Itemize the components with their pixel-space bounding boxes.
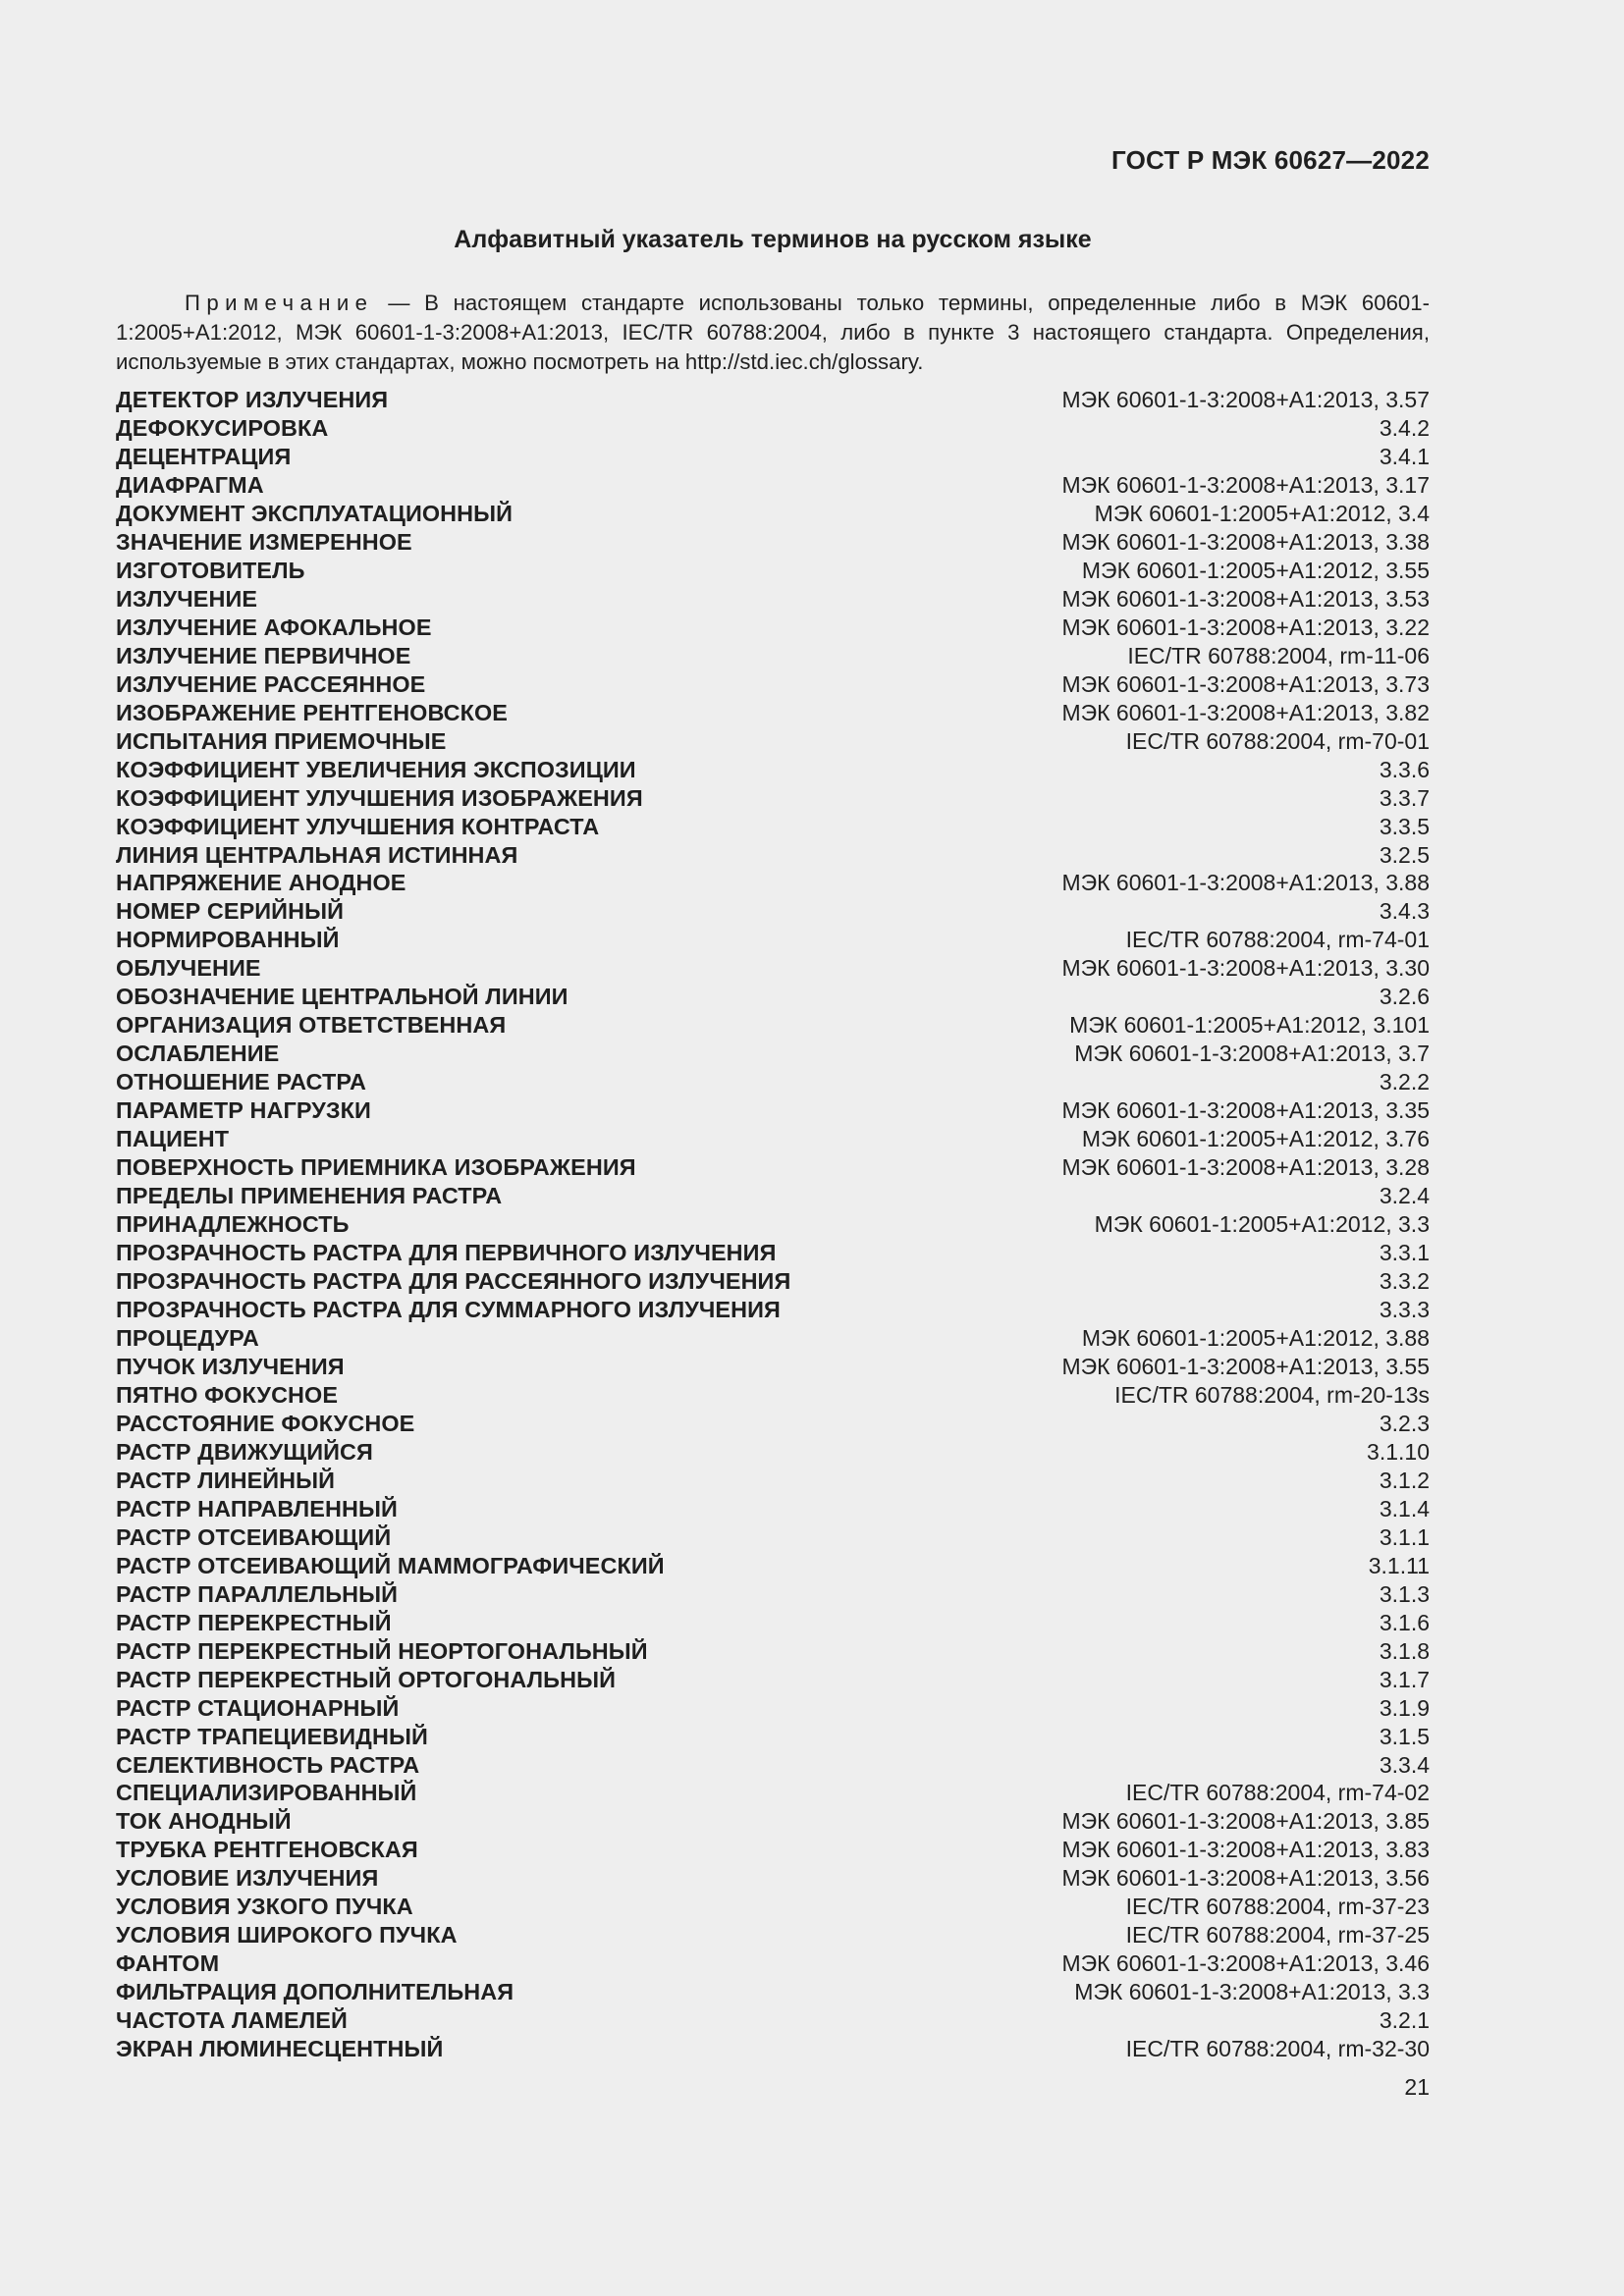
index-term: РАСТР ТРАПЕЦИЕВИДНЫЙ [116,1723,428,1749]
index-entry [116,756,1430,784]
index-entry [116,1978,1430,2006]
index-term: ПРИНАДЛЕЖНОСТЬ [116,1211,350,1238]
index-term: ОСЛАБЛЕНИЕ [116,1041,280,1067]
index-term: РАСТР ОТСЕИВАЮЩИЙ МАММОГРАФИЧЕСКИЙ [116,1552,665,1578]
index-term: РАСТР СТАЦИОНАРНЫЙ [116,1694,400,1721]
index-term: РАСТР ПЕРЕКРЕСТНЫЙ [116,1609,392,1635]
index-reference: 3.1.3 [1379,1580,1430,1607]
index-term: ПАРАМЕТР НАГРУЗКИ [116,1097,371,1124]
index-term: ИЗГОТОВИТЕЛЬ [116,557,305,583]
index-term: ИСПЫТАНИЯ ПРИЕМОЧНЫЕ [116,727,447,754]
index-reference: 3.3.4 [1379,1751,1430,1778]
index-reference: 3.1.6 [1379,1609,1430,1635]
index-entry [116,841,1430,870]
index-entry [116,1210,1430,1239]
index-reference: МЭК 60601-1-3:2008+А1:2013, 3.82 [1061,699,1430,725]
index-reference: МЭК 60601-1-3:2008+А1:2013, 3.3 [1074,1979,1430,2005]
index-term: ПЯТНО ФОКУСНОЕ [116,1381,339,1408]
index-reference: 3.4.3 [1379,898,1430,925]
index-entry [116,1353,1430,1381]
index-entry [116,1267,1430,1296]
index-reference: МЭК 60601-1-3:2008+А1:2013, 3.38 [1061,528,1430,555]
index-entry [116,1068,1430,1096]
index-term: РАСТР ДВИЖУЩИЙСЯ [116,1438,373,1465]
index-term: ТРУБКА РЕНТГЕНОВСКАЯ [116,1837,418,1863]
index-term: ДЕЦЕНТРАЦИЯ [116,443,292,469]
index-term: КОЭФФИЦИЕНТ УВЕЛИЧЕНИЯ ЭКСПОЗИЦИИ [116,756,636,782]
index-entry [116,954,1430,983]
index-reference: 3.4.2 [1379,414,1430,441]
index-reference: МЭК 60601-1-3:2008+А1:2013, 3.46 [1061,1950,1430,1977]
index-entry [116,1580,1430,1609]
index-reference: 3.2.5 [1379,841,1430,868]
index-entry [116,471,1430,500]
index-entry [116,443,1430,471]
index-term: ДЕФОКУСИРОВКА [116,414,329,441]
index-reference: IEC/TR 60788:2004, rm-37-25 [1125,1922,1430,1949]
index-term: ПРОЦЕДУРА [116,1324,259,1351]
index-reference: 3.2.1 [1379,2007,1430,2034]
index-entry [116,1410,1430,1438]
index-term: ПАЦИЕНТ [116,1126,230,1152]
index-reference: МЭК 60601-1-3:2008+А1:2013, 3.56 [1061,1865,1430,1892]
index-entry [116,1495,1430,1523]
index-entry [116,1836,1430,1864]
index-reference: 3.1.4 [1379,1495,1430,1522]
index-reference: 3.3.2 [1379,1268,1430,1295]
index-reference: 3.1.1 [1379,1523,1430,1550]
index-reference: IEC/TR 60788:2004, rm-32-30 [1125,2036,1430,2062]
index-term: ФИЛЬТРАЦИЯ ДОПОЛНИТЕЛЬНАЯ [116,1979,514,2005]
note-text: — В настоящем стандарте использованы только термины, определенные либо в МЭК 60601-1:2005+А1:2012, МЭК 60601-1-3:2008+А1:2013, IEC/TR 60788:2004, либо в пункте 3 настоящего стандарта. Определения, используемые в этих стандартах, можно посмотреть на http://std.iec.ch/glossary. [116,291,1431,374]
index-term: ТОК АНОДНЫЙ [116,1808,292,1835]
index-entry [116,528,1430,557]
index-entry [116,727,1430,756]
index-reference: МЭК 60601-1-3:2008+А1:2013, 3.22 [1061,614,1430,640]
index-reference: 3.1.11 [1368,1552,1430,1578]
index-reference: 3.3.3 [1379,1297,1430,1322]
page-number: 21 [1404,2074,1430,2100]
index-entry [116,1552,1430,1580]
index-reference: МЭК 60601-1:2005+А1:2012, 3.3 [1094,1211,1430,1238]
index-entry [116,585,1430,614]
index-entry [116,1438,1430,1467]
index-entry [116,699,1430,727]
index-entry [116,414,1430,443]
index-reference: МЭК 60601-1-3:2008+А1:2013, 3.35 [1061,1097,1430,1124]
index-reference: 3.2.3 [1379,1410,1430,1436]
index-entry [116,1040,1430,1068]
index-reference: МЭК 60601-1-3:2008+А1:2013, 3.7 [1074,1041,1430,1067]
index-entry [116,784,1430,813]
index-entry [116,1864,1430,1893]
index-term: ПРЕДЕЛЫ ПРИМЕНЕНИЯ РАСТРА [116,1183,503,1209]
index-entry [116,2035,1430,2063]
index-term: ИЗЛУЧЕНИЕ ПЕРВИЧНОЕ [116,642,411,668]
index-entry [116,813,1430,841]
index-entry [116,1523,1430,1552]
index-term: ДИАФРАГМА [116,471,264,498]
index-term: ИЗОБРАЖЕНИЕ РЕНТГЕНОВСКОЕ [116,699,508,725]
index-entry [116,1609,1430,1637]
index-reference: IEC/TR 60788:2004, rm-70-01 [1125,727,1430,754]
index-reference: МЭК 60601-1-3:2008+А1:2013, 3.73 [1061,670,1430,697]
index-term: СПЕЦИАЛИЗИРОВАННЫЙ [116,1780,417,1806]
index-reference: МЭК 60601-1:2005+А1:2012, 3.101 [1069,1012,1430,1039]
index-reference: МЭК 60601-1:2005+А1:2012, 3.88 [1081,1324,1430,1351]
index-reference: IEC/TR 60788:2004, rm-74-02 [1125,1780,1430,1806]
index-entry [116,1011,1430,1040]
index-term: ИЗЛУЧЕНИЕ АФОКАЛЬНОЕ [116,614,432,640]
note-paragraph [116,289,1430,377]
index-entry [116,1723,1430,1751]
index-term: УСЛОВИЯ УЗКОГО ПУЧКА [116,1894,413,1920]
index-term: СЕЛЕКТИВНОСТЬ РАСТРА [116,1751,420,1778]
index-entry [116,1921,1430,1949]
index-entry [116,1125,1430,1153]
index-entry [116,2006,1430,2035]
term-index-list [116,386,1430,2063]
index-entry [116,1637,1430,1666]
index-term: ДЕТЕКТОР ИЗЛУЧЕНИЯ [116,387,389,412]
index-entry [116,1694,1430,1723]
index-reference: 3.2.2 [1379,1069,1430,1095]
index-reference: МЭК 60601-1:2005+А1:2012, 3.55 [1081,557,1430,583]
index-reference: МЭК 60601-1-3:2008+А1:2013, 3.30 [1061,955,1430,982]
index-entry [116,386,1430,414]
index-term: ПРОЗРАЧНОСТЬ РАСТРА ДЛЯ ПЕРВИЧНОГО ИЗЛУЧЕНИЯ [116,1240,777,1266]
index-term: ЧАСТОТА ЛАМЕЛЕЙ [116,2007,348,2034]
index-term: РАССТОЯНИЕ ФОКУСНОЕ [116,1410,415,1436]
index-reference: 3.1.5 [1379,1723,1430,1749]
index-term: КОЭФФИЦИЕНТ УЛУЧШЕНИЯ КОНТРАСТА [116,813,600,839]
index-term: РАСТР ПЕРЕКРЕСТНЫЙ ОРТОГОНАЛЬНЫЙ [116,1666,616,1692]
index-term: ПРОЗРАЧНОСТЬ РАСТРА ДЛЯ РАССЕЯННОГО ИЗЛУЧЕНИЯ [116,1268,791,1295]
index-reference: МЭК 60601-1-3:2008+А1:2013, 3.83 [1061,1837,1430,1863]
index-term: ИЗЛУЧЕНИЕ РАССЕЯННОЕ [116,670,426,697]
index-entry [116,670,1430,699]
index-entry [116,1893,1430,1921]
index-term: НАПРЯЖЕНИЕ АНОДНОЕ [116,870,406,896]
index-term: ПРОЗРАЧНОСТЬ РАСТРА ДЛЯ СУММАРНОГО ИЗЛУЧЕНИЯ [116,1297,781,1322]
index-title: Алфавитный указатель терминов на русском языке [454,226,1092,253]
index-entry [116,926,1430,954]
index-reference: 3.3.7 [1379,784,1430,811]
document-page [116,0,1430,2296]
index-reference: МЭК 60601-1-3:2008+А1:2013, 3.85 [1061,1808,1430,1835]
index-entry [116,1807,1430,1836]
index-reference: IEC/TR 60788:2004, rm-20-13s [1114,1381,1430,1408]
index-reference: 3.1.7 [1379,1666,1430,1692]
index-entry [116,1096,1430,1125]
index-reference: МЭК 60601-1-3:2008+А1:2013, 3.28 [1061,1154,1430,1181]
index-term: ИЗЛУЧЕНИЕ [116,585,258,612]
index-reference: МЭК 60601-1-3:2008+А1:2013, 3.55 [1061,1353,1430,1379]
index-reference: 3.1.9 [1379,1694,1430,1721]
index-reference: IEC/TR 60788:2004, rm-11-06 [1127,642,1430,668]
index-term: РАСТР ПАРАЛЛЕЛЬНЫЙ [116,1580,399,1607]
index-term: РАСТР ОТСЕИВАЮЩИЙ [116,1523,392,1550]
index-term: ЗНАЧЕНИЕ ИЗМЕРЕННОЕ [116,528,412,555]
index-entry [116,1239,1430,1267]
index-term: ОТНОШЕНИЕ РАСТРА [116,1069,366,1095]
index-reference: МЭК 60601-1:2005+А1:2012, 3.76 [1081,1126,1430,1152]
index-reference: 3.2.6 [1379,984,1430,1010]
index-entry [116,869,1430,897]
index-entry [116,1182,1430,1210]
note-label: Примечание [185,291,374,315]
index-reference: 3.1.2 [1379,1467,1430,1493]
index-term: ПОВЕРХНОСТЬ ПРИЕМНИКА ИЗОБРАЖЕНИЯ [116,1154,636,1181]
index-term: РАСТР ЛИНЕЙНЫЙ [116,1467,336,1493]
index-reference: МЭК 60601-1-3:2008+А1:2013, 3.88 [1061,870,1430,896]
index-entry [116,983,1430,1011]
index-reference: 3.3.6 [1379,756,1430,782]
index-reference: 3.1.8 [1379,1637,1430,1664]
index-reference: 3.4.1 [1379,443,1430,469]
index-entry [116,897,1430,926]
index-reference: МЭК 60601-1-3:2008+А1:2013, 3.53 [1061,585,1430,612]
index-entry [116,1751,1430,1780]
index-reference: МЭК 60601-1-3:2008+А1:2013, 3.17 [1061,471,1430,498]
index-term: ОБЛУЧЕНИЕ [116,955,261,982]
index-term: ЛИНИЯ ЦЕНТРАЛЬНАЯ ИСТИННАЯ [116,841,518,868]
index-term: НОМЕР СЕРИЙНЫЙ [116,898,344,925]
index-entry [116,1153,1430,1182]
index-reference: 3.3.1 [1379,1240,1430,1266]
index-term: ОБОЗНАЧЕНИЕ ЦЕНТРАЛЬНОЙ ЛИНИИ [116,984,568,1010]
index-term: КОЭФФИЦИЕНТ УЛУЧШЕНИЯ ИЗОБРАЖЕНИЯ [116,784,643,811]
index-entry [116,1381,1430,1410]
index-entry [116,1324,1430,1353]
index-term: РАСТР НАПРАВЛЕННЫЙ [116,1495,398,1522]
index-entry [116,1949,1430,1978]
index-reference: IEC/TR 60788:2004, rm-37-23 [1125,1894,1430,1920]
index-reference: 3.2.4 [1379,1183,1430,1209]
index-entry [116,642,1430,670]
index-entry [116,1296,1430,1324]
index-reference: 3.3.5 [1379,813,1430,839]
standard-code-header: ГОСТ Р МЭК 60627—2022 [1110,145,1430,175]
index-entry [116,1467,1430,1495]
index-term: ЭКРАН ЛЮМИНЕСЦЕНТНЫЙ [116,2036,444,2062]
index-entry [116,1779,1430,1807]
index-reference: IEC/TR 60788:2004, rm-74-01 [1125,927,1430,953]
index-term: ОРГАНИЗАЦИЯ ОТВЕТСТВЕННАЯ [116,1012,507,1039]
index-term: РАСТР ПЕРЕКРЕСТНЫЙ НЕОРТОГОНАЛЬНЫЙ [116,1637,648,1664]
index-reference: МЭК 60601-1-3:2008+А1:2013, 3.57 [1061,387,1430,412]
index-entry [116,1666,1430,1694]
index-term: ПУЧОК ИЗЛУЧЕНИЯ [116,1353,345,1379]
index-entry [116,614,1430,642]
index-term: ДОКУМЕНТ ЭКСПЛУАТАЦИОННЫЙ [116,500,514,526]
index-entry [116,500,1430,528]
index-term: НОРМИРОВАННЫЙ [116,927,340,953]
index-reference: 3.1.10 [1367,1438,1430,1465]
index-term: ФАНТОМ [116,1950,220,1977]
index-entry [116,557,1430,585]
index-reference: МЭК 60601-1:2005+А1:2012, 3.4 [1094,500,1430,526]
index-term: УСЛОВИЕ ИЗЛУЧЕНИЯ [116,1865,379,1892]
index-term: УСЛОВИЯ ШИРОКОГО ПУЧКА [116,1922,458,1949]
